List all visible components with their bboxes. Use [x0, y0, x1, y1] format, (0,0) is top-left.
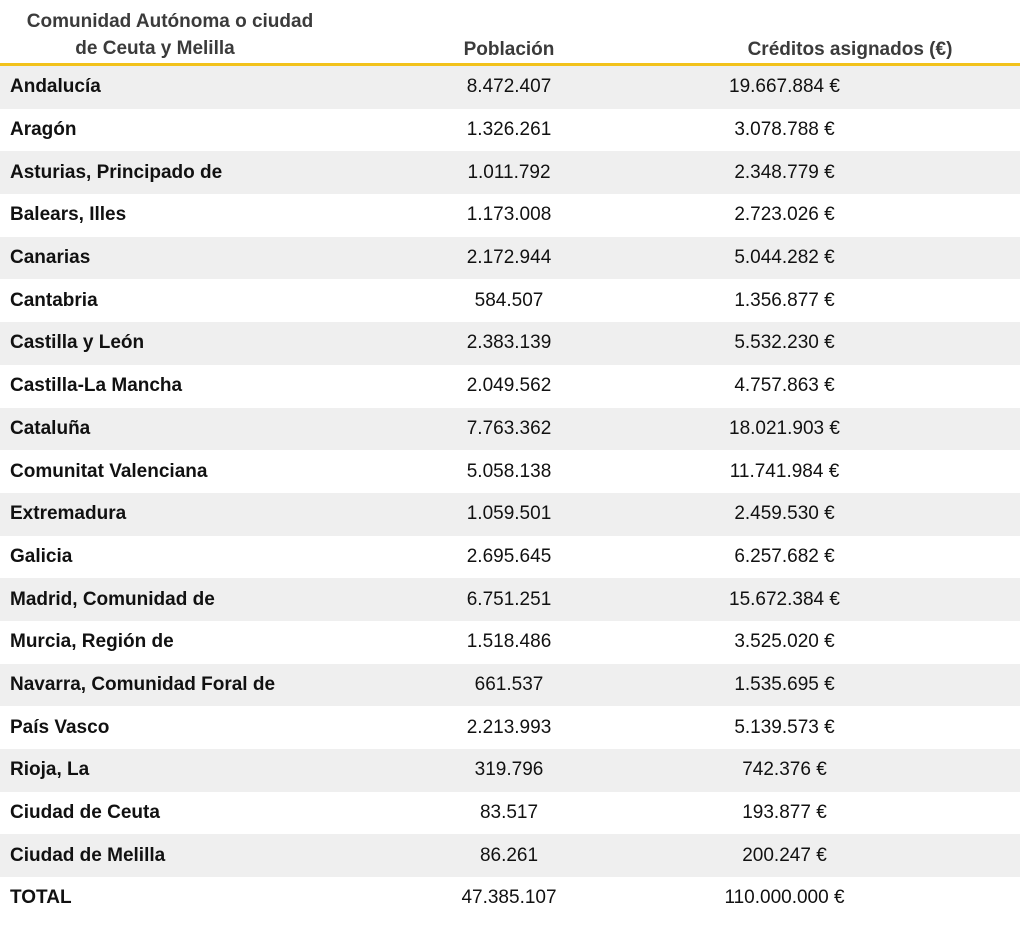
cell-population: 7.763.362 — [409, 408, 609, 451]
cell-credits: 200.247 € — [609, 834, 1020, 877]
table-row — [0, 194, 1020, 237]
cell-region: Canarias — [0, 237, 409, 280]
cell-population: 83.517 — [479, 802, 539, 824]
cell-population: 1.518.486 — [466, 631, 552, 653]
table-row — [0, 237, 1020, 280]
cell-region: Andalucía — [0, 66, 409, 109]
table-row — [0, 706, 1020, 749]
table-row — [0, 66, 1020, 109]
total-population: 47.385.107 — [461, 887, 557, 909]
cell-population: 2.172.944 — [409, 237, 609, 280]
table-row — [0, 450, 1020, 493]
cell-credits: 193.877 € — [742, 802, 827, 824]
cell-credits: 2.348.779 € — [609, 151, 1020, 194]
total-label: TOTAL — [10, 887, 72, 909]
cell-region: Murcia, Región de — [10, 631, 174, 653]
table-row — [0, 365, 1020, 408]
cell-credits: 19.667.884 € — [609, 66, 1020, 109]
table-row — [0, 322, 1020, 365]
cell-credits: 4.757.863 € — [734, 375, 835, 397]
table-row — [0, 834, 1020, 877]
cell-population: 1.059.501 — [409, 493, 609, 536]
table-body — [0, 66, 1020, 920]
cell-region: Comunitat Valenciana — [10, 460, 208, 482]
cell-region: Ciudad de Ceuta — [10, 802, 160, 824]
cell-population: 86.261 — [409, 834, 609, 877]
cell-region: Aragón — [10, 119, 77, 141]
cell-region: Asturias, Principado de — [0, 151, 409, 194]
cell-population: 1.011.792 — [409, 151, 609, 194]
cell-credits: 5.044.282 € — [609, 237, 1020, 280]
cell-region: Castilla-La Mancha — [10, 375, 183, 397]
cell-region: País Vasco — [10, 716, 110, 738]
total-credits: 110.000.000 € — [724, 887, 845, 909]
cell-population: 2.383.139 — [409, 322, 609, 365]
cell-population: 1.326.261 — [466, 119, 552, 141]
cell-region: Madrid, Comunidad de — [0, 578, 409, 621]
cell-region: Galicia — [10, 545, 73, 567]
table-row — [0, 536, 1020, 579]
table-row — [0, 664, 1020, 707]
cell-region: Extremadura — [0, 493, 409, 536]
table-row — [0, 493, 1020, 536]
cell-population: 6.751.251 — [409, 578, 609, 621]
data-table — [0, 66, 1020, 920]
cell-credits: 15.672.384 € — [609, 578, 1020, 621]
cell-region: Navarra, Comunidad Foral de — [0, 664, 409, 707]
cell-credits: 3.078.788 € — [734, 119, 835, 141]
table-row — [0, 749, 1020, 792]
cell-region: Ciudad de Melilla — [0, 834, 409, 877]
cell-credits: 6.257.682 € — [734, 545, 835, 567]
table-row — [0, 408, 1020, 451]
cell-credits: 742.376 € — [609, 749, 1020, 792]
cell-credits: 5.532.230 € — [609, 322, 1020, 365]
cell-credits: 2.723.026 € — [734, 204, 835, 226]
header-population: Población — [463, 39, 555, 60]
header-credits: Créditos asignados (€) — [747, 39, 953, 60]
cell-population: 2.049.562 — [466, 375, 552, 397]
table-row — [0, 621, 1020, 664]
cell-population: 584.507 — [474, 289, 544, 311]
cell-population: 5.058.138 — [466, 460, 552, 482]
cell-region: Castilla y León — [0, 322, 409, 365]
cell-population: 8.472.407 — [409, 66, 609, 109]
cell-population: 319.796 — [409, 749, 609, 792]
table-row — [0, 279, 1020, 322]
cell-credits: 1.535.695 € — [609, 664, 1020, 707]
cell-region: Balears, Illes — [10, 204, 127, 226]
cell-credits: 1.356.877 € — [734, 289, 835, 311]
cell-region: Rioja, La — [0, 749, 409, 792]
table-row — [0, 792, 1020, 835]
cell-population: 2.695.645 — [466, 545, 552, 567]
cell-region: Cantabria — [10, 289, 98, 311]
cell-credits: 2.459.530 € — [609, 493, 1020, 536]
cell-credits: 11.741.984 € — [729, 460, 840, 482]
table-row — [0, 109, 1020, 152]
total-row — [0, 877, 1020, 920]
header-region — [0, 8, 340, 62]
table-row — [0, 578, 1020, 621]
cell-population: 2.213.993 — [466, 716, 552, 738]
table-header — [0, 0, 1020, 66]
cell-region: Cataluña — [0, 408, 409, 451]
header-region-line2: de Ceuta y Melilla — [75, 38, 235, 59]
cell-credits: 3.525.020 € — [734, 631, 835, 653]
cell-population: 661.537 — [409, 664, 609, 707]
cell-credits: 18.021.903 € — [609, 408, 1020, 451]
cell-population: 1.173.008 — [466, 204, 552, 226]
cell-credits: 5.139.573 € — [734, 716, 835, 738]
table-row — [0, 151, 1020, 194]
header-region-line1: Comunidad Autónoma o ciudad — [26, 11, 314, 32]
